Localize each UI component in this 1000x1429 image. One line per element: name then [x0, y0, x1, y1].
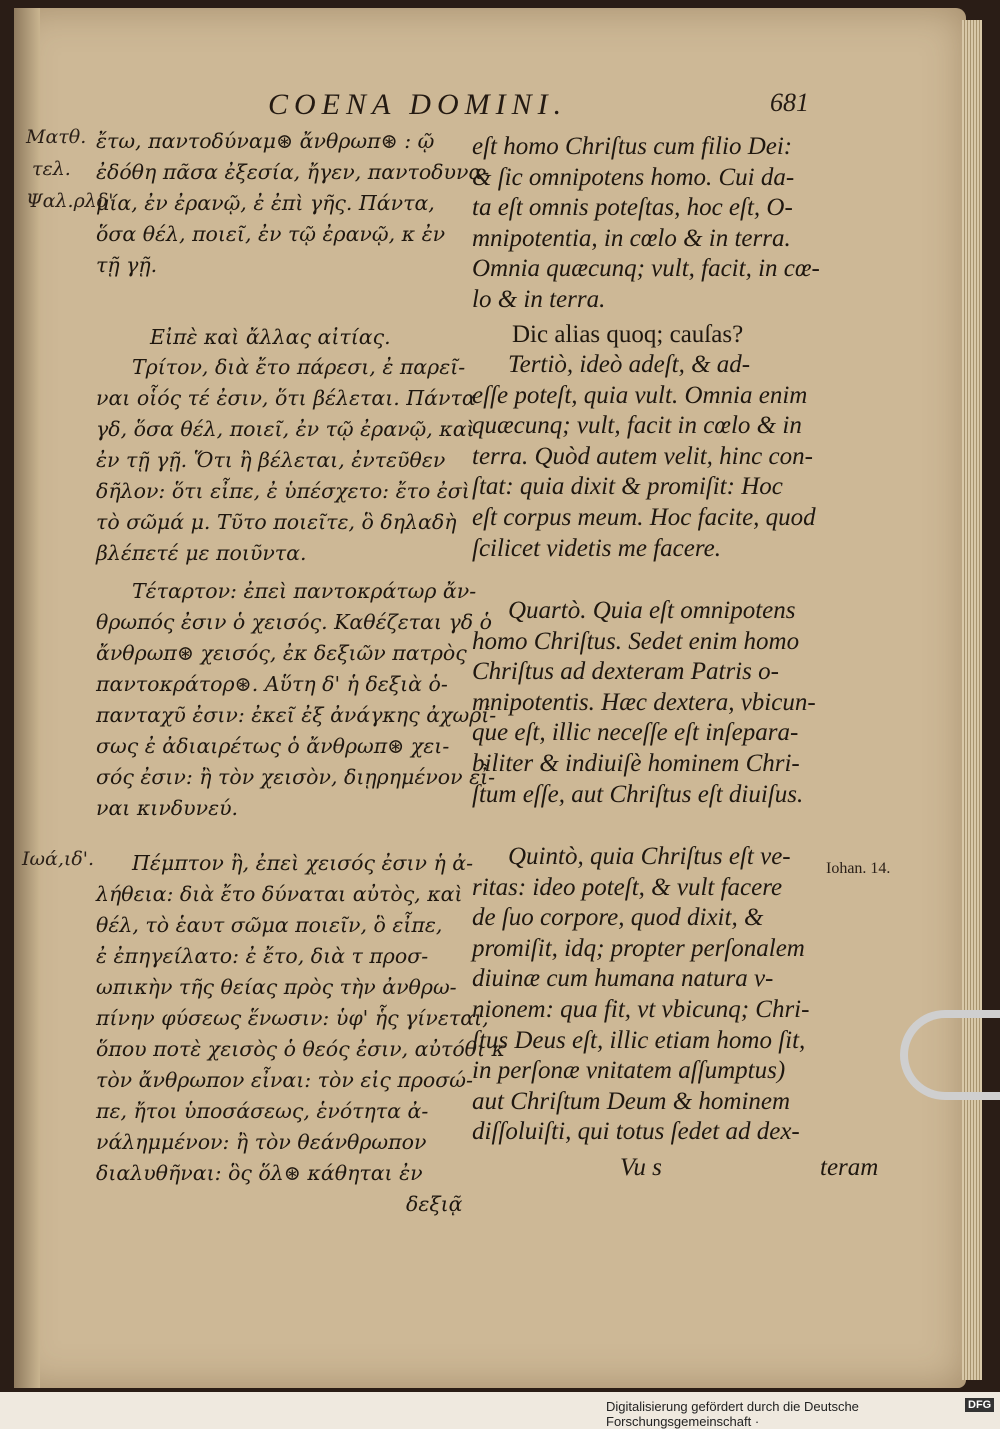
page-edges [962, 20, 982, 1380]
text-line: mnipotentis. Hæc dextera, vbicun- [472, 688, 816, 716]
text-line: Πέμπτον ἢ, ἐπεὶ χεισός ἐσιν ἡ ἀ- [132, 851, 474, 875]
text-line: ſtum eſſe, aut Chriſtus eſt diuiſus. [472, 780, 804, 808]
text-line: πίνην φύσεως ἕνωσιν: ὑφ' ἧς γίνεται, [96, 1006, 489, 1030]
text-line: homo Chriſtus. Sedet enim homo [472, 627, 800, 655]
greek-paragraph-1 [96, 126, 489, 281]
text-line: Quintò, quia Chriſtus eſt ve- [508, 843, 791, 870]
text-line: que eſt, illic neceſſe eſt inſepara- [472, 719, 799, 747]
latin-heading: Dic alias quoq; cauſas? [512, 321, 744, 348]
text-line: Τέταρτον: ἐπεὶ παντοκράτωρ ἄν- [132, 579, 477, 603]
text-line: θρωπός ἐσιν ὁ χεισός. Καθέζεται γδ ὁ [96, 610, 492, 634]
greek-paragraph-2 [96, 352, 476, 569]
text-line: biliter & indiuiſè hominem Chri- [472, 749, 800, 777]
text-line: Τρίτον, διὰ ἔτο πάρεσι, ἐ παρεῖ- [132, 355, 466, 379]
text-line: diuinæ cum humana natura v- [472, 965, 774, 993]
text-line: δῆλον: ὅτι εἶπε, ἐ ὑπέσχετο: ἔτο ἐσὶ [96, 479, 470, 503]
text-line: μία, ἐν ἐρανῷ, ἐ ἐπὶ γῆς. Πάντα, [96, 191, 435, 215]
text-line: παντοκράτορ⊛. Αὕτη δ' ἡ δεξιὰ ὁ- [96, 672, 448, 696]
text-line: θέλ, τὸ ἑαυτ σῶμα ποιεῖν, ὃ εἶπε, [96, 913, 443, 937]
text-line: ſtus Deus eſt, illic etiam homo ſit, [472, 1026, 806, 1054]
text-line: ἐδόθη πᾶσα ἐξεσία, ἤγεν, παντοδυνα- [96, 160, 490, 184]
text-line: πανταχῦ ἐσιν: ἐκεῖ ἐξ ἀνάγκης ἀχωρί- [96, 703, 497, 727]
text-line: ritas: ideo poteſt, & vult facere [472, 873, 783, 901]
latin-paragraph-2 [472, 350, 816, 564]
text-line: Quartò. Quia eſt omnipotens [508, 597, 796, 624]
text-line: ἔτω, παντοδύναμ⊛ ἄνθρωπ⊛ : ῷ [96, 129, 435, 153]
text-line: eſt homo Chriſtus cum filio Dei: [472, 133, 793, 160]
text-line: nionem: qua fit, vt vbicunq; Chri- [472, 995, 810, 1023]
text-line: quæcunq; vult, facit in cœlo & in [472, 412, 802, 440]
text-line: de ſuo corpore, quod dixit, & [472, 904, 764, 932]
text-line: in perſonæ vnitatem aſſumptus) [472, 1057, 786, 1085]
text-line: ὅπου ποτὲ χεισὸς ὁ θεός ἐσιν, αὐτόθι κ [96, 1037, 505, 1061]
text-line: λήθεια: διὰ ἔτο δύναται αὐτὸς, καὶ [96, 882, 463, 906]
dfg-logo: DFG [965, 1398, 994, 1412]
text-line: eſſe poteſt, quia vult. Omnia enim [472, 381, 808, 409]
latin-paragraph-4 [472, 842, 809, 1148]
greek-heading: Εἰπὲ καὶ ἄλλας αἰτίας. [150, 325, 391, 349]
text-line: lo & in terra. [472, 285, 606, 313]
margin-note: Ματθ. [26, 126, 87, 148]
text-line: diſſoluiſti, qui totus ſedet ad dex- [472, 1118, 800, 1146]
digitization-credit: Digitalisierung gefördert durch die Deutsche Forschungsgemeinschaft · [606, 1399, 859, 1429]
text-line: eſt corpus meum. Hoc facite, quod [472, 503, 816, 531]
running-title: COENA DOMINI. [268, 88, 568, 121]
text-line: τῇ γῇ. [96, 253, 158, 277]
text-line: mnipotentia, in cœlo & in terra. [472, 224, 791, 252]
text-line: ἐ ἐπηγείλατο: ἐ ἔτο, διὰ τ προσ- [96, 944, 429, 968]
greek-paragraph-4 [96, 848, 505, 1220]
text-line: terra. Quòd autem velit, hinc con- [472, 442, 813, 470]
text-line: σός ἐσιν: ἢ τὸν χεισὸν, διῃρημένον εἶ- [96, 765, 496, 789]
margin-note: Ψαλ.ρλδ' [26, 190, 114, 212]
text-line: ναι οἷός τέ ἐσιν, ὅτι βέλεται. Πάντα [96, 386, 476, 410]
catchword: teram [820, 1154, 879, 1181]
text-line: aut Chriſtum Deum & hominem [472, 1087, 791, 1115]
text-line: τὸν ἄνθρωπον εἶναι: τὸν εἰς προσώ- [96, 1068, 473, 1092]
text-line: βλέπετέ με ποιῦντα. [96, 541, 307, 565]
text-line: ἄνθρωπ⊛ χεισός, ἐκ δεξιῶν πατρὸς [96, 641, 467, 665]
text-line: ναι κινδυνεύ. [96, 796, 239, 820]
text-line: Omnia quæcunq; vult, facit, in cœ- [472, 255, 820, 283]
text-line: ὅσα θέλ, ποιεῖ, ἐν τῷ ἐρανῷ, κ ἐν [96, 222, 446, 246]
margin-note: Ιωά,ιδ'. [22, 848, 95, 870]
text-line: promiſit, idq; propter perſonalem [472, 934, 805, 962]
text-line: πε, ἤτοι ὑποσάσεως, ἑνότητα ἀ- [96, 1099, 429, 1123]
latin-paragraph-1 [472, 132, 820, 316]
latin-paragraph-3 [472, 596, 816, 810]
text-line: γδ, ὅσα θέλ, ποιεῖ, ἐν τῷ ἐρανῷ, καὶ [96, 417, 475, 441]
text-line: Chriſtus ad dexteram Patris o- [472, 658, 779, 686]
page-clip [900, 1010, 1000, 1100]
text-line: ta eſt omnis poteſtas, hoc eſt, O- [472, 194, 793, 222]
margin-note-right: Iohan. 14. [826, 860, 891, 877]
text-line: & ſic omnipotens homo. Cui da- [472, 163, 795, 191]
text-line: σως ἐ ἀδιαιρέτως ὁ ἄνθρωπ⊛ χει- [96, 734, 450, 758]
text-line: ſtat: quia dixit & promiſit: Hoc [472, 473, 783, 501]
text-line: ἐν τῇ γῇ. Ὅτι ἢ βέλεται, ἐντεῦθεν [96, 448, 446, 472]
text-line: ωπικὴν τῆς θείας πρὸς τὴν ἀνθρω- [96, 975, 457, 999]
text-line: νάλημμένον: ἢ τὸν θεάνθρωπον [96, 1130, 427, 1154]
text-line: δεξιᾷ [406, 1192, 463, 1216]
margin-note: τελ. [32, 158, 71, 180]
text-line: διαλυθῆναι: ὃς ὅλ⊛ κάθηται ἐν [96, 1161, 423, 1185]
text-line: ſcilicet videtis me facere. [472, 534, 721, 562]
binding-gutter [14, 8, 40, 1388]
text-line: Tertiò, ideò adeſt, & ad- [508, 351, 751, 378]
greek-paragraph-3 [96, 576, 496, 824]
page-number: 681 [770, 88, 809, 117]
signature-mark: Vu s [620, 1154, 662, 1181]
text-line: τὸ σῶμά μ. Τῦτο ποιεῖτε, ὃ δηλαδὴ [96, 510, 457, 534]
